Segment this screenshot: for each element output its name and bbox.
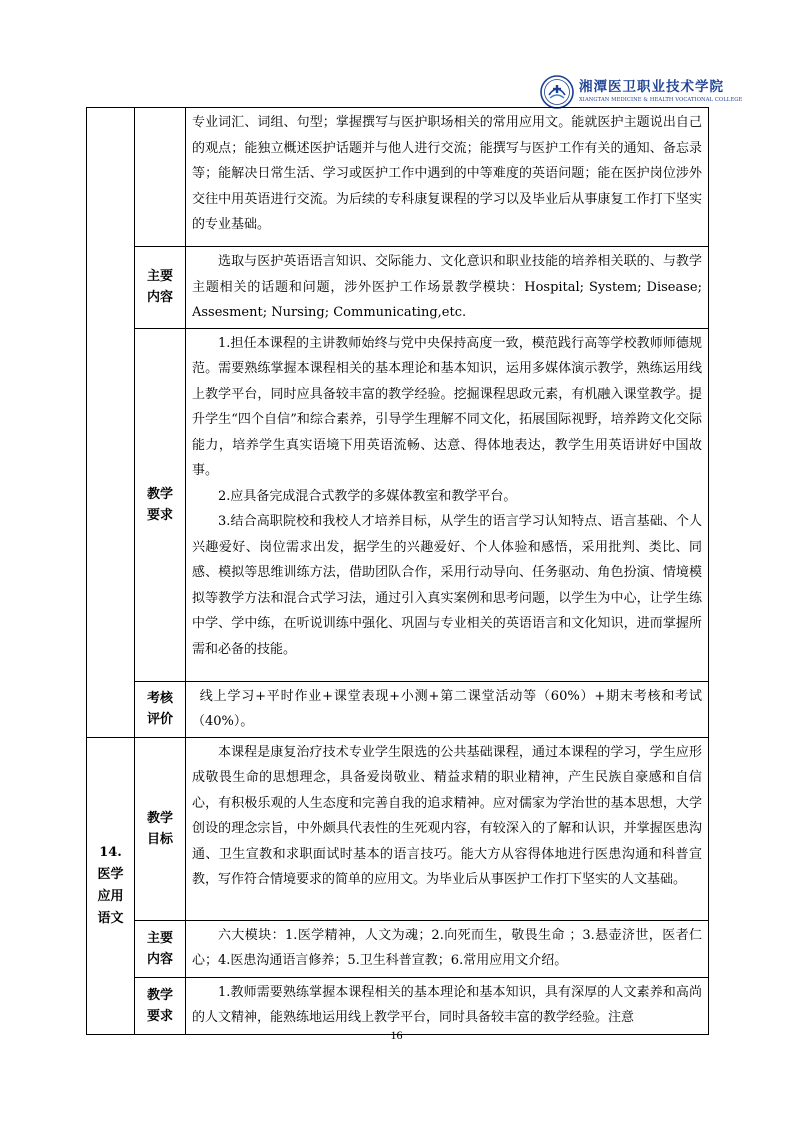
english-goal-label-cell (135, 108, 186, 247)
medical-chinese-course-label (87, 737, 135, 1034)
english-course-label-cell (87, 108, 135, 738)
college-logo (540, 74, 743, 110)
label-line: 主要 (146, 930, 173, 946)
label-line: 评价 (146, 712, 173, 727)
english-assessment-row (87, 681, 709, 737)
medical-chinese-main-content-label (135, 920, 186, 977)
label-line: 要求 (146, 507, 173, 523)
english-goal-row (87, 108, 709, 247)
medical-chinese-main-content-row (87, 920, 709, 977)
course-name-line: 语文 (97, 910, 124, 926)
label-line: 要求 (146, 1008, 173, 1024)
english-main-content-paragraph: 选取与医护英语语言知识、交际能力、文化意识和职业技能的培养相关联的、与教学主题相关的话题和问题，涉外医护工作场景教学模块：Hospital; System; Disease; Assesment; Nursing; Communicating,etc. (192, 254, 702, 320)
medical-chinese-goal-row (87, 737, 709, 920)
english-teaching-req-text (186, 328, 709, 681)
english-teaching-req-label (135, 328, 186, 681)
medical-chinese-teaching-req-label (135, 977, 186, 1034)
course-name-line: 医学 (97, 866, 124, 882)
english-goal-text (186, 108, 709, 247)
english-assessment-text (186, 681, 709, 737)
english-main-content-row (87, 247, 709, 329)
label-line: 内容 (146, 951, 173, 967)
curriculum-table (86, 107, 709, 1035)
page-number: 16 (390, 1028, 403, 1042)
label-line: 教学 (146, 486, 173, 502)
college-emblem-icon (540, 75, 574, 109)
medical-chinese-main-content-text (186, 920, 709, 977)
english-assessment-paragraph: 线上学习+平时作业+课堂表现+小测+第二课堂活动等（60%）+期末考核和考试（40%）。 (192, 688, 702, 729)
english-main-content-text (186, 247, 709, 329)
english-main-content-label (135, 247, 186, 329)
english-assessment-label (135, 681, 186, 737)
label-line: 主要 (146, 269, 173, 285)
medical-chinese-main-content-paragraph: 六大模块：1.医学精神，人文为魂；2.向死而生，敬畏生命 ；3.悬壶济世，医者仁心；4.医患沟通语言修养；5.卫生科普宣教；6.常用应用文介绍。 (192, 927, 702, 968)
medical-chinese-teaching-req-text (186, 977, 709, 1034)
medical-chinese-teaching-req-row (87, 977, 709, 1034)
medical-chinese-teaching-req-paragraph: 1.教师需要熟练掌握本课程相关的基本理论和基本知识，具有深厚的人文素养和高尚的人文精神，能熟练地运用线上教学平台，同时具备较丰富的教学经验。注意 (192, 984, 702, 1025)
label-line: 目标 (146, 831, 173, 847)
medical-chinese-goal-label (135, 737, 186, 920)
logo-chinese-name: 湘潭医卫职业技术学院 (579, 79, 724, 96)
teaching-req-item-1: 1.担任本课程的主讲教师始终与党中央保持高度一致，模范践行高等学校教师师德规范。需要熟练掌握本课程相关的基本理论和基本知识，运用多媒体演示教学，熟练运用线上教学平台，同时应具备较丰富的教学经验。挖掘课程思政元素，有机融入课堂教学。提升学生“四个自信”和综合素养，引导学生理解不同文化，拓展国际视野，培养跨文化交际能力，培养学生真实语境下用英语流畅、达意、得体地表达，教学生用英语讲好中国故事。 (192, 335, 702, 478)
logo-english-name: XIANGTAN MEDICINE & HEALTH VOCATIONAL COLLEGE (579, 96, 743, 103)
english-goal-paragraph: 专业词汇、词组、句型；掌握撰写与医护职场相关的常用应用文。能就医护主题说出自己的观点；能独立概述医护话题并与他人进行交流；能撰写与医护工作有关的通知、备忘录等；能解决日常生活、学习或医护工作中遇到的中等难度的英语问题；能在医护岗位涉外交往中用英语进行交流。为后续的专科康复课程的学习以及毕业后从事康复工作打下坚实的专业基础。 (192, 115, 702, 232)
english-teaching-req-row (87, 328, 709, 681)
label-line: 考核 (146, 691, 173, 706)
label-line: 内容 (146, 290, 173, 306)
teaching-req-item-2: 2.应具备完成混合式教学的多媒体教室和教学平台。 (218, 488, 517, 504)
teaching-req-item-3: 3.结合高职院校和我校人才培养目标，从学生的语言学习认知特点、语言基础、个人兴趣爱好、岗位需求出发，据学生的兴趣爱好、个人体验和感悟，采用批判、类比、同感、模拟等思维训练方法，借助团队合作，采用行动导向、任务驱动、角色扮演、情境模拟等教学方法和混合式学习法，通过引入真实案例和思考问题，以学生为中心，让学生练中学、学中练，在听说训练中强化、巩固与专业相关的英语语言和文化知识，进而掌握所需和必备的技能。 (192, 514, 702, 657)
medical-chinese-goal-paragraph: 本课程是康复治疗技术专业学生限选的公共基础课程，通过本课程的学习，学生应形成敬畏生命的思想理念，具备爱岗敬业、精益求精的职业精神，产生民族自豪感和自信心，有积极乐观的人生态度和完善自我的追求精神。应对儒家为学治世的基本思想，大学创设的理念宗旨，中外颇具代表性的生死观内容，有较深入的了解和认识，并掌握医患沟通、卫生宣教和求职面试时基本的语言技巧。能大方从容得体地进行医患沟通和科普宣教，写作符合情境要求的简单的应用文。为毕业后从事医护工作打下坚实的人文基础。 (192, 744, 702, 887)
label-line: 教学 (146, 987, 173, 1003)
label-line: 教学 (146, 810, 173, 826)
course-number: 14. (99, 844, 122, 860)
medical-chinese-goal-text (186, 737, 709, 920)
course-name-line: 应用 (97, 888, 124, 904)
